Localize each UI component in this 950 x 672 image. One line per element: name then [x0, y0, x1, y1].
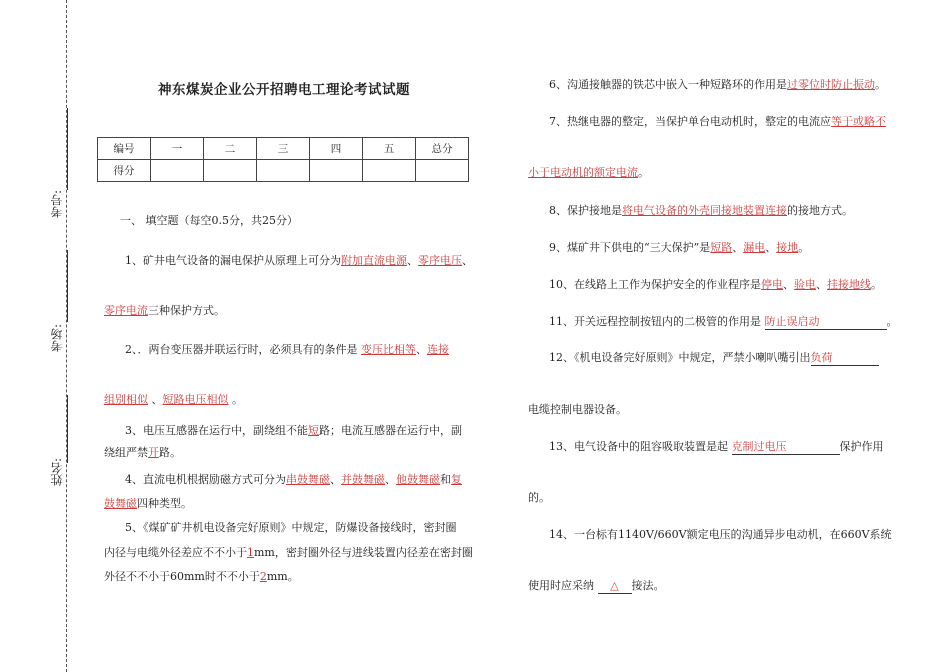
exam-room-label: 考场: — [50, 324, 64, 353]
question-6: 6、沟通接触器的铁芯中嵌入一种短路环的作用是过零位时防止振动。 — [549, 78, 886, 91]
answer: 他鼓舞磁 — [396, 473, 440, 486]
question-1-cont: 零序电流三种保护方式。 — [104, 304, 225, 317]
score-table-score-row — [98, 160, 469, 182]
question-8: 8、保护接地是将电气设备的外壳同接地装置连接的接地方式。 — [549, 204, 853, 217]
answer: 鼓舞磁 — [104, 497, 137, 510]
exam-no-blank[interactable] — [67, 108, 68, 190]
header-cell: 四 — [310, 138, 363, 160]
answer: 小于电动机的额定电流 — [528, 166, 638, 179]
question-2: 2、．两台变压器并联运行时，必须具有的条件是 变压比相等、连接 — [125, 343, 449, 356]
answer: 等于或略不 — [831, 115, 886, 128]
answer-blank — [765, 315, 887, 330]
question-1: 1、矿井电气设备的漏电保护从原理上可分为附加直流电源、零序电压、 — [125, 254, 473, 267]
answer-blank — [598, 579, 632, 594]
question-5-cont: 内径与电缆外径差应不不小于1mm，密封圈外径与进线装置内径差在密封圈 — [104, 546, 473, 559]
answer: 挂接地线 — [827, 278, 871, 291]
exam-no-label: 考号: — [50, 190, 64, 219]
answer: 连接 — [427, 343, 449, 356]
answer: 负荷 — [810, 351, 833, 364]
answer: 零序电流 — [104, 304, 148, 317]
header-cell: 五 — [363, 138, 416, 160]
page-title: 神东煤炭企业公开招聘电工理论考试试题 — [158, 82, 410, 98]
score-cell[interactable] — [257, 160, 310, 182]
score-cell[interactable] — [151, 160, 204, 182]
exam-room-blank[interactable] — [67, 250, 68, 322]
question-13: 13、电气设备中的阻容吸取装置是起 克制过电压 保护作用 — [549, 440, 884, 453]
answer: 停电 — [761, 278, 783, 291]
question-9: 9、煤矿井下供电的“三大保护”是短路、漏电、接地。 — [549, 241, 810, 254]
answer: 漏电 — [743, 241, 766, 254]
answer: 短路电压相似 — [162, 393, 229, 406]
question-2-cont: 组别相似 、短路电压相似 。 — [104, 393, 243, 406]
answer: 过零位时防止振动 — [787, 78, 875, 91]
question-14: 14、一台标有1140V/660V额定电压的沟通异步电动机，在660V系统 — [549, 528, 892, 541]
question-12-cont: 电缆控制电器设备。 — [528, 403, 627, 416]
answer: 1 — [247, 546, 254, 559]
answer: 验电 — [794, 278, 816, 291]
answer: 克制过电压 — [731, 440, 787, 453]
section-heading: 一、 填空题（每空0.5分，共25分） — [120, 214, 298, 227]
answer: 复 — [451, 473, 462, 486]
question-11: 11、开关远程控制按钮内的二极管的作用是 防止误启动 。 — [549, 315, 898, 328]
header-cell: 编号 — [98, 138, 151, 160]
header-cell: 一 — [151, 138, 204, 160]
question-10: 10、在线路上工作为保护安全的作业程序是停电、验电、挂接地线。 — [549, 278, 882, 291]
score-table — [97, 137, 469, 182]
question-14-cont: 使用时应采纳 △ 接法。 — [528, 579, 665, 592]
question-7-cont: 小于电动机的额定电流。 — [528, 166, 649, 179]
answer: 接地 — [776, 241, 799, 254]
question-5-cont2: 外径不不小于60mm时不不小于2mm。 — [104, 570, 299, 583]
answer: 短 — [308, 424, 319, 437]
score-cell[interactable] — [204, 160, 257, 182]
answer: 防止误启动 — [764, 315, 820, 328]
score-cell[interactable] — [363, 160, 416, 182]
score-row-label: 得分 — [98, 160, 151, 182]
answer: 2 — [259, 570, 267, 583]
question-4: 4、直流电机根据励磁方式可分为串鼓舞磁、并鼓舞磁、他鼓舞磁和复 — [125, 473, 462, 486]
question-5: 5、《煤矿矿井机电设备完好原则》中规定，防爆设备接线时，密封圈 — [125, 521, 457, 534]
answer: 短路 — [710, 241, 733, 254]
answer-blank — [732, 440, 840, 455]
name-blank[interactable] — [67, 395, 68, 463]
name-label: 姓名: — [50, 458, 64, 487]
question-3: 3、电压互感器在运行中，副绕组不能短路；电流互感器在运行中，副 — [125, 424, 462, 437]
answer: 变压比相等 — [361, 343, 416, 356]
binding-dashed-line — [66, 0, 67, 672]
header-cell: 总分 — [416, 138, 469, 160]
question-12: 12、《机电设备完好原则》中规定，严禁小喇叭嘴引出负荷 — [549, 351, 879, 366]
answer-blank — [811, 351, 879, 366]
question-7: 7、热继电器的整定，当保护单台电动机时，整定的电流应等于或略不 — [549, 115, 886, 128]
answer: 将电气设备的外壳同接地装置连接 — [622, 204, 787, 217]
answer: △ — [610, 579, 619, 592]
answer: 并鼓舞磁 — [341, 473, 385, 486]
score-table-header-row — [98, 138, 469, 160]
question-13-cont: 的。 — [528, 491, 550, 504]
answer: 组别相似 — [104, 393, 148, 406]
answer: 串鼓舞磁 — [286, 473, 330, 486]
score-cell[interactable] — [310, 160, 363, 182]
question-4-cont: 鼓舞磁四种类型。 — [104, 497, 192, 510]
header-cell: 二 — [204, 138, 257, 160]
answer: 附加直流电源 — [341, 254, 407, 267]
answer: 开 — [148, 446, 159, 459]
header-cell: 三 — [257, 138, 310, 160]
question-3-cont: 绕组严禁开路。 — [104, 446, 181, 459]
score-cell[interactable] — [416, 160, 469, 182]
answer: 零序电压 — [418, 254, 462, 267]
